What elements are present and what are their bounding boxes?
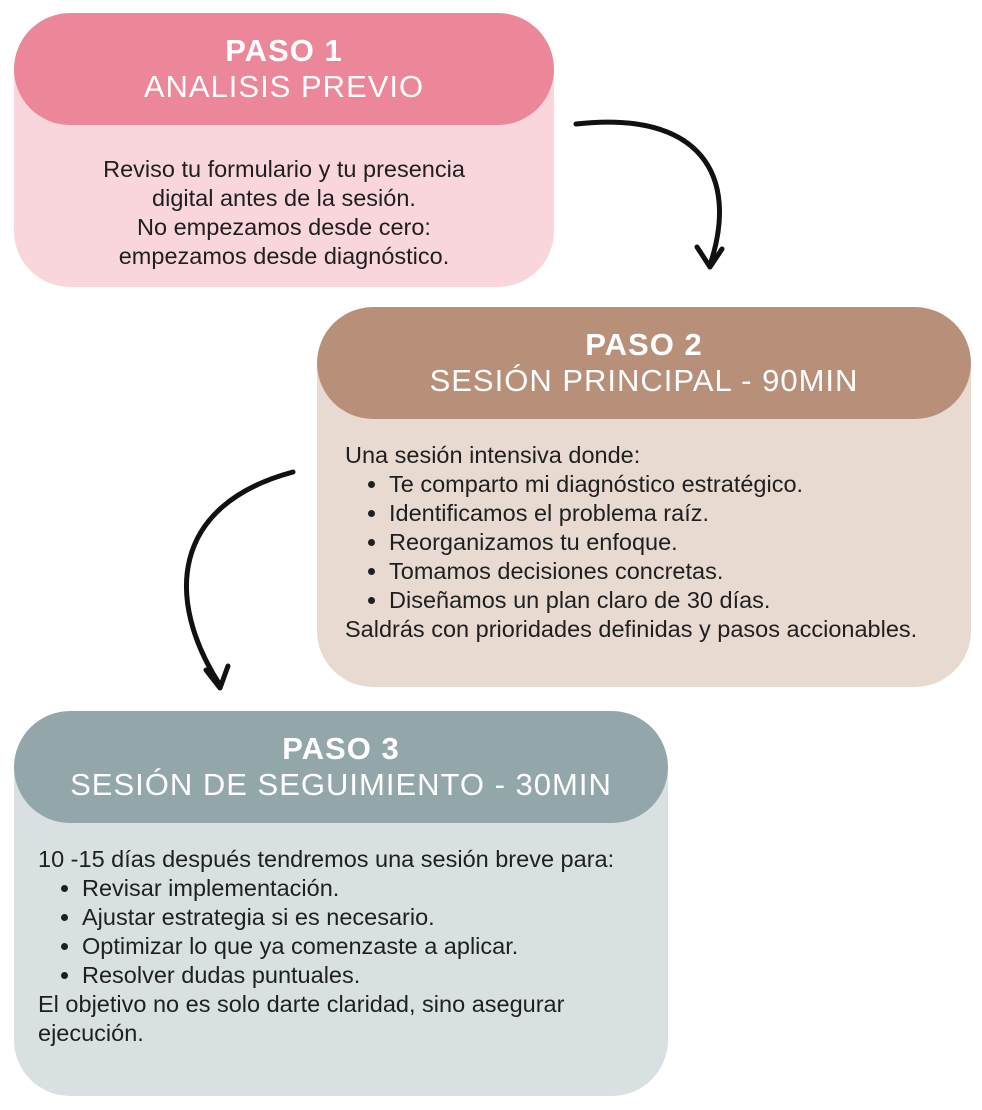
arrow-step2-to-step3 xyxy=(186,472,293,685)
step-3-list-item: • Resolver dudas puntuales. xyxy=(82,961,644,990)
step-2-list-item: • Tomamos decisiones concretas. xyxy=(389,557,943,586)
step-1-line: No empezamos desde cero: xyxy=(137,214,431,240)
step-3-body xyxy=(14,823,668,1048)
step-1-header xyxy=(14,13,554,125)
step-2-list-item: • Reorganizamos tu enfoque. xyxy=(389,528,943,557)
step-3-title: SESIÓN DE SEGUIMIENTO - 30MIN xyxy=(70,767,612,802)
step-1-card xyxy=(14,13,554,287)
step-2-title: SESIÓN PRINCIPAL - 90MIN xyxy=(429,363,859,398)
step-2-list-item: • Te comparto mi diagnóstico estratégico. xyxy=(389,470,943,499)
step-3-intro: 10 -15 días después tendremos una sesión breve para: xyxy=(38,846,615,872)
step-1-number: PASO 1 xyxy=(225,33,343,68)
step-2-list xyxy=(345,470,943,615)
step-2-intro: Una sesión intensiva donde: xyxy=(345,442,641,468)
step-1-line: Reviso tu formulario y tu presencia xyxy=(103,156,465,182)
step-2-list-item: • Diseñamos un plan claro de 30 días. xyxy=(389,586,943,615)
step-1-line: digital antes de la sesión. xyxy=(152,185,416,211)
step-3-card xyxy=(14,711,668,1096)
arrow-step1-to-step2-head xyxy=(697,247,722,267)
step-2-list-item: • Identificamos el problema raíz. xyxy=(389,499,943,528)
step-3-list-item: • Revisar implementación. xyxy=(82,874,644,903)
step-3-number: PASO 3 xyxy=(282,731,400,766)
step-2-outro: Saldrás con prioridades definidas y pasos accionables. xyxy=(345,616,918,642)
step-2-card xyxy=(317,307,971,687)
step-1-line: empezamos desde diagnóstico. xyxy=(118,243,450,269)
step-2-number: PASO 2 xyxy=(585,327,703,362)
step-3-header xyxy=(14,711,668,823)
step-3-list xyxy=(38,874,644,990)
step-1-body xyxy=(14,125,554,271)
step-2-body xyxy=(317,419,971,644)
arrow-step1-to-step2 xyxy=(576,122,720,265)
step-1-title: ANALISIS PREVIO xyxy=(143,69,425,104)
step-3-list-item: • Optimizar lo que ya comenzaste a aplicar. xyxy=(82,932,644,961)
step-3-outro: El objetivo no es solo darte claridad, sino asegurar ejecución. xyxy=(38,991,565,1046)
step-2-header xyxy=(317,307,971,419)
step-3-list-item: • Ajustar estrategia si es necesario. xyxy=(82,903,644,932)
